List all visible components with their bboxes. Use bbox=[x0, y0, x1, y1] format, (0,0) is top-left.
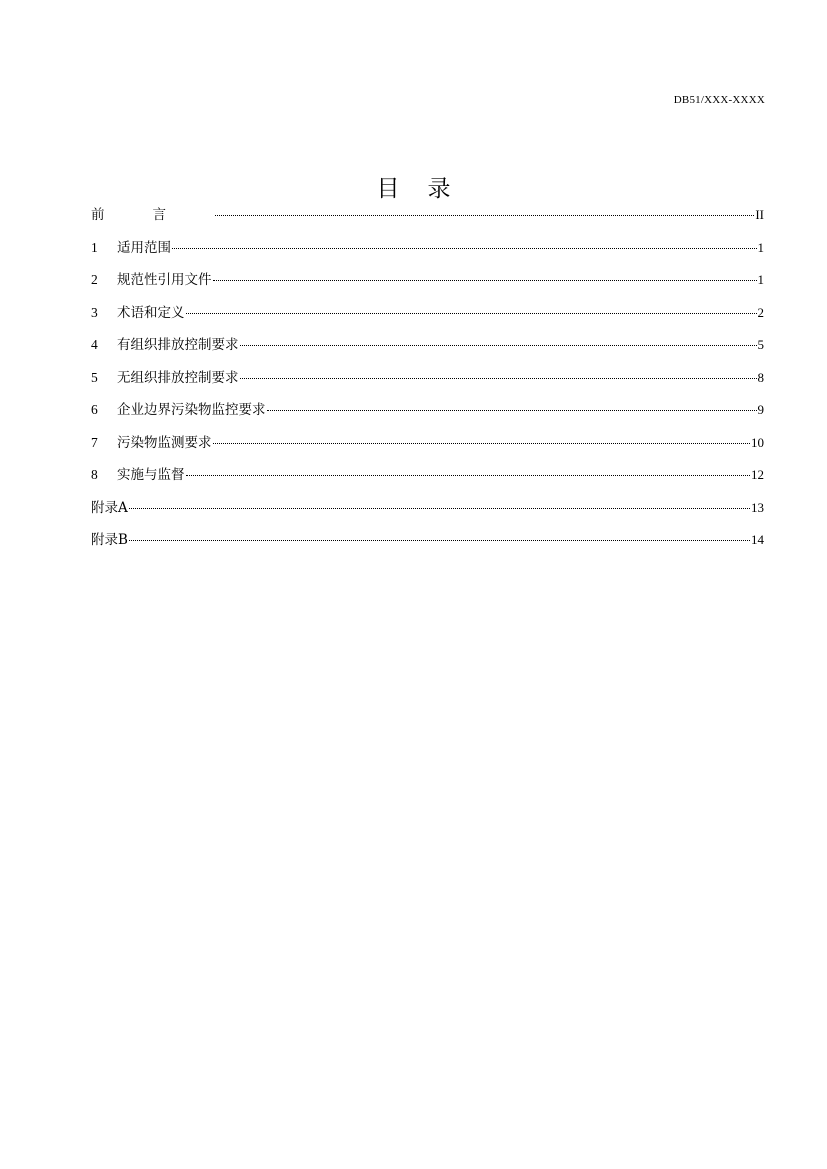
toc-entry-page: 9 bbox=[757, 402, 764, 417]
toc-entry-page: 14 bbox=[751, 532, 764, 547]
toc-entry-title: 实施与监督 bbox=[117, 467, 185, 483]
toc-entry-number: 1 bbox=[91, 239, 98, 255]
toc-entry-number: 7 bbox=[91, 434, 98, 450]
toc-leader-dots bbox=[215, 214, 754, 216]
toc-leader-dots bbox=[186, 312, 757, 314]
toc-entry-title: 污染物监测要求 bbox=[117, 434, 212, 451]
toc-entry-title: 有组织排放控制要求 bbox=[117, 337, 239, 353]
toc-entry-title: 规范性引用文件 bbox=[117, 272, 212, 288]
toc-entry-page: 5 bbox=[757, 337, 764, 352]
toc-entry-number: 6 bbox=[91, 402, 98, 417]
toc-entry-title: 无组织排放控制要求 bbox=[117, 369, 239, 386]
toc-entry-page: 12 bbox=[751, 467, 764, 482]
toc-leader-dots bbox=[240, 377, 757, 379]
toc-entry-page: 1 bbox=[757, 239, 764, 255]
toc-entry[interactable] bbox=[91, 270, 764, 303]
toc-entry-number: 8 bbox=[91, 467, 98, 482]
toc-entry[interactable] bbox=[91, 433, 764, 466]
toc-entry-number: 5 bbox=[91, 369, 98, 385]
toc-entry-page: II bbox=[755, 207, 764, 222]
toc-leader-dots bbox=[267, 409, 757, 411]
toc-entry-title: 附录A bbox=[91, 499, 128, 516]
toc-list bbox=[91, 205, 764, 563]
toc-entry-title: 企业边界污染物监控要求 bbox=[117, 402, 266, 418]
toc-entry-title: 前言 bbox=[91, 207, 214, 223]
toc-entry[interactable] bbox=[91, 498, 764, 531]
toc-entry-number: 3 bbox=[91, 304, 98, 320]
toc-entry[interactable] bbox=[91, 368, 764, 401]
toc-entry[interactable] bbox=[91, 238, 764, 271]
toc-leader-dots bbox=[129, 507, 750, 509]
toc-entry[interactable] bbox=[91, 400, 764, 433]
toc-entry[interactable] bbox=[91, 530, 764, 563]
toc-entry-number: 2 bbox=[91, 272, 98, 287]
toc-entry-title: 附录B bbox=[91, 532, 128, 548]
toc-title: 目录 bbox=[376, 176, 479, 202]
toc-entry-number: 4 bbox=[91, 337, 98, 352]
toc-leader-dots bbox=[186, 474, 751, 476]
toc-entry[interactable] bbox=[91, 205, 764, 238]
toc-entry-title: 术语和定义 bbox=[117, 304, 185, 321]
toc-leader-dots bbox=[172, 247, 757, 249]
toc-entry[interactable] bbox=[91, 465, 764, 498]
toc-entry[interactable] bbox=[91, 335, 764, 368]
toc-entry-page: 10 bbox=[751, 434, 764, 450]
toc-entry-title: 适用范围 bbox=[117, 239, 171, 256]
toc-entry-page: 13 bbox=[751, 499, 764, 515]
toc-leader-dots bbox=[213, 442, 751, 444]
document-code: DB51/XXX-XXXX bbox=[673, 94, 765, 106]
toc-entry-page: 2 bbox=[757, 304, 764, 320]
toc-leader-dots bbox=[213, 279, 757, 281]
toc-leader-dots bbox=[240, 344, 757, 346]
toc-entry-page: 1 bbox=[757, 272, 764, 287]
toc-entry-page: 8 bbox=[757, 369, 764, 385]
toc-leader-dots bbox=[129, 539, 750, 541]
toc-entry[interactable] bbox=[91, 303, 764, 336]
